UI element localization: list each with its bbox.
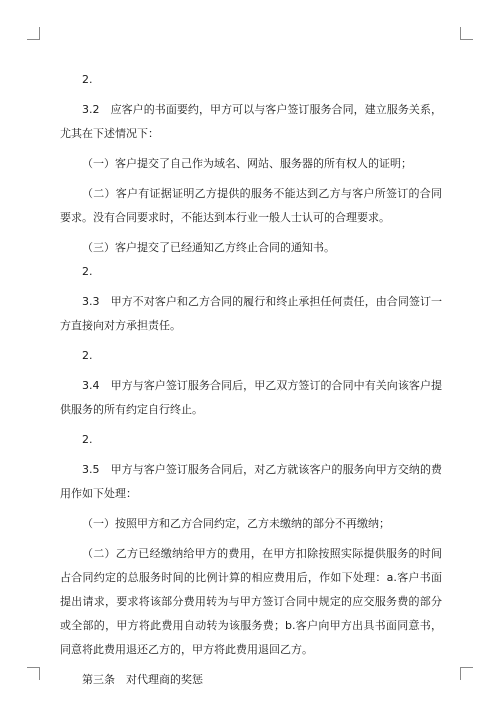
- paragraph-clause-3-2: 3.2 应客户的书面要约，甲方可以与客户签订服务合同，建立服务关系，尤其在下述情况下：: [60, 103, 442, 140]
- paragraph-clause-3-5: 3.5 甲方与客户签订服务合同后，对乙方就该客户的服务向甲方交纳的费用作如下处理：: [60, 463, 442, 500]
- document-body: [60, 68, 442, 692]
- section-heading: 第三条 对代理商的奖惩: [82, 673, 203, 686]
- paragraph-list-marker: 2.: [82, 265, 93, 278]
- paragraph-list-marker: 2.: [82, 349, 93, 362]
- paragraph-condition-2: （二）客户有证据证明乙方提供的服务不能达到乙方与客户所签订的合同要求。没有合同要求时，不能达到本行业一般人士认可的合理要求。: [60, 187, 442, 224]
- paragraph-list-marker: 2.: [82, 73, 93, 86]
- paragraph-condition-3: （三）客户提交了已经通知乙方终止合同的通知书。: [82, 241, 335, 254]
- paragraph-clause-3-3: 3.3 甲方不对客户和乙方合同的履行和终止承担任何责任，由合同签订一方直接向对方承担责任。: [60, 295, 442, 332]
- paragraph-handling-1: （一）按照甲方和乙方合同约定，乙方未缴纳的部分不再缴纳；: [82, 517, 390, 530]
- crop-mark-top-left: [27, 27, 40, 40]
- crop-mark-bottom-left: [27, 667, 40, 680]
- paragraph-handling-2: （二）乙方已经缴纳给甲方的费用，在甲方扣除按照实际提供服务的时间占合同约定的总服务时间的比例计算的相应费用后，作如下处理：a.客户书面提出请求，要求将该部分费用转为与甲方签订合同中规定的应交服务费的部分或全部的，甲方将此费用自动转为该服务费；b.客户向甲方出具书面同意书，同意将此费用退还乙方的，甲方将此费用退回乙方。: [60, 547, 442, 656]
- paragraph-condition-1: （一）客户提交了自己作为域名、网站、服务器的所有权人的证明；: [82, 157, 412, 170]
- paragraph-list-marker: 2.: [82, 433, 93, 446]
- paragraph-clause-3-4: 3.4 甲方与客户签订服务合同后，甲乙双方签订的合同中有关向该客户提供服务的所有约定自行终止。: [60, 379, 442, 416]
- crop-mark-top-right: [460, 27, 473, 40]
- crop-mark-bottom-right: [460, 667, 473, 680]
